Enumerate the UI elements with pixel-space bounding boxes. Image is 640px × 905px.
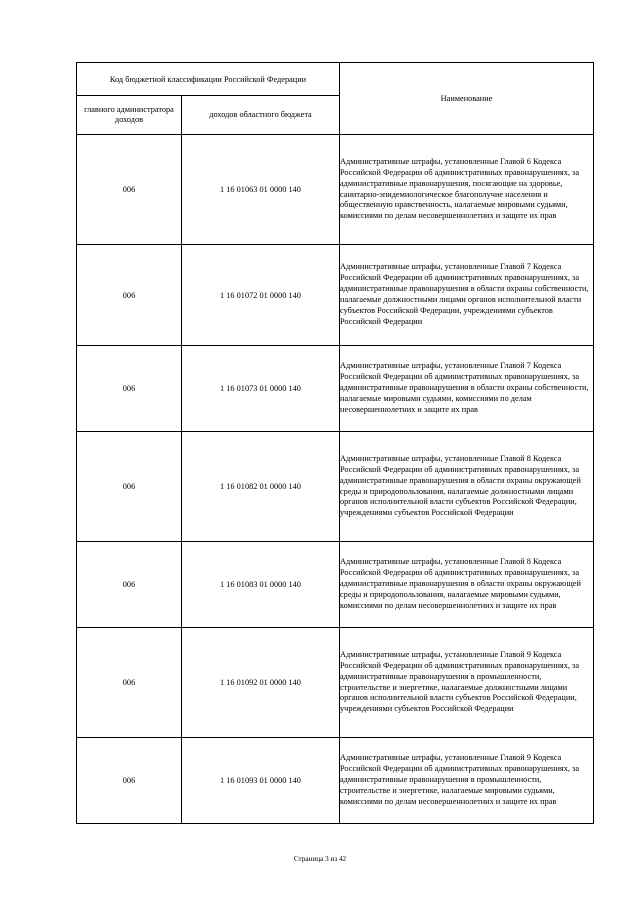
header-code-group: Код бюджетной классификации Российской Федерации [77, 63, 340, 96]
description: Административные штрафы, установленные Главой 7 Кодекса Российской Федерации об административных правонарушениях, за административные правонарушения в области охраны собственности, налагаемые мировыми судьями, комиссиями по делам несовершеннолетних и защите их прав [340, 346, 594, 432]
admin-code: 006 [77, 245, 182, 346]
admin-code: 006 [77, 738, 182, 824]
income-code: 1 16 01083 01 0000 140 [182, 542, 340, 628]
table-row [77, 628, 594, 738]
description: Административные штрафы, установленные Главой 9 Кодекса Российской Федерации об административных правонарушениях, за административные правонарушения в промышленности, строительстве и энергетике, налагаемые мировыми судьями, комиссиями по делам несовершеннолетних и защите их прав [340, 738, 594, 824]
budget-classification-table [76, 62, 594, 824]
table-body [77, 63, 594, 824]
header-admin-column: главного администратора доходов [77, 96, 182, 135]
admin-code: 006 [77, 542, 182, 628]
income-code: 1 16 01073 01 0000 140 [182, 346, 340, 432]
income-code: 1 16 01092 01 0000 140 [182, 628, 340, 738]
description: Административные штрафы, установленные Главой 8 Кодекса Российской Федерации об административных правонарушениях, за административные правонарушения в области охраны окружающей среды и природопользования, налагаемые мировыми судьями, комиссиями по делам несовершеннолетних и защите их прав [340, 542, 594, 628]
admin-code: 006 [77, 346, 182, 432]
description: Административные штрафы, установленные Главой 9 Кодекса Российской Федерации об административных правонарушениях, за административные правонарушения в промышленности, строительстве и энергетике, налагаемые должностными лицами органов исполнительной власти субъектов Российской Федерации, учреждениями субъектов Российской Федерации [340, 628, 594, 738]
table-row [77, 738, 594, 824]
description: Административные штрафы, установленные Главой 6 Кодекса Российской Федерации об административных правонарушениях, за административные правонарушения, посягающие на здоровье, санитарно-эпидемиологическое благополучие населения и общественную нравственность, налагаемые мировыми судьями, комиссиями по делам несовершеннолетних и защите их прав [340, 135, 594, 245]
admin-code: 006 [77, 628, 182, 738]
income-code: 1 16 01072 01 0000 140 [182, 245, 340, 346]
table-row [77, 346, 594, 432]
admin-code: 006 [77, 135, 182, 245]
description: Административные штрафы, установленные Главой 7 Кодекса Российской Федерации об административных правонарушениях, за административные правонарушения в области охраны собственности, налагаемые должностными лицами органов исполнительной власти субъектов Российской Федерации, учреждениями субъектов Российской Федерации [340, 245, 594, 346]
table-row [77, 245, 594, 346]
income-code: 1 16 01082 01 0000 140 [182, 432, 340, 542]
description: Административные штрафы, установленные Главой 8 Кодекса Российской Федерации об административных правонарушениях, за административные правонарушения в области охраны окружающей среды и природопользования, налагаемые должностными лицами органов исполнительной власти субъектов Российской Федерации, учреждениями субъектов Российской Федерации [340, 432, 594, 542]
header-row-group [77, 63, 594, 96]
income-code: 1 16 01093 01 0000 140 [182, 738, 340, 824]
table-row [77, 432, 594, 542]
header-name: Наименование [340, 63, 594, 135]
income-code: 1 16 01063 01 0000 140 [182, 135, 340, 245]
page-number: Страница 3 из 42 [293, 855, 347, 863]
admin-code: 006 [77, 432, 182, 542]
header-income-column: доходов областного бюджета [182, 96, 340, 135]
table-row [77, 135, 594, 245]
table-row [77, 542, 594, 628]
